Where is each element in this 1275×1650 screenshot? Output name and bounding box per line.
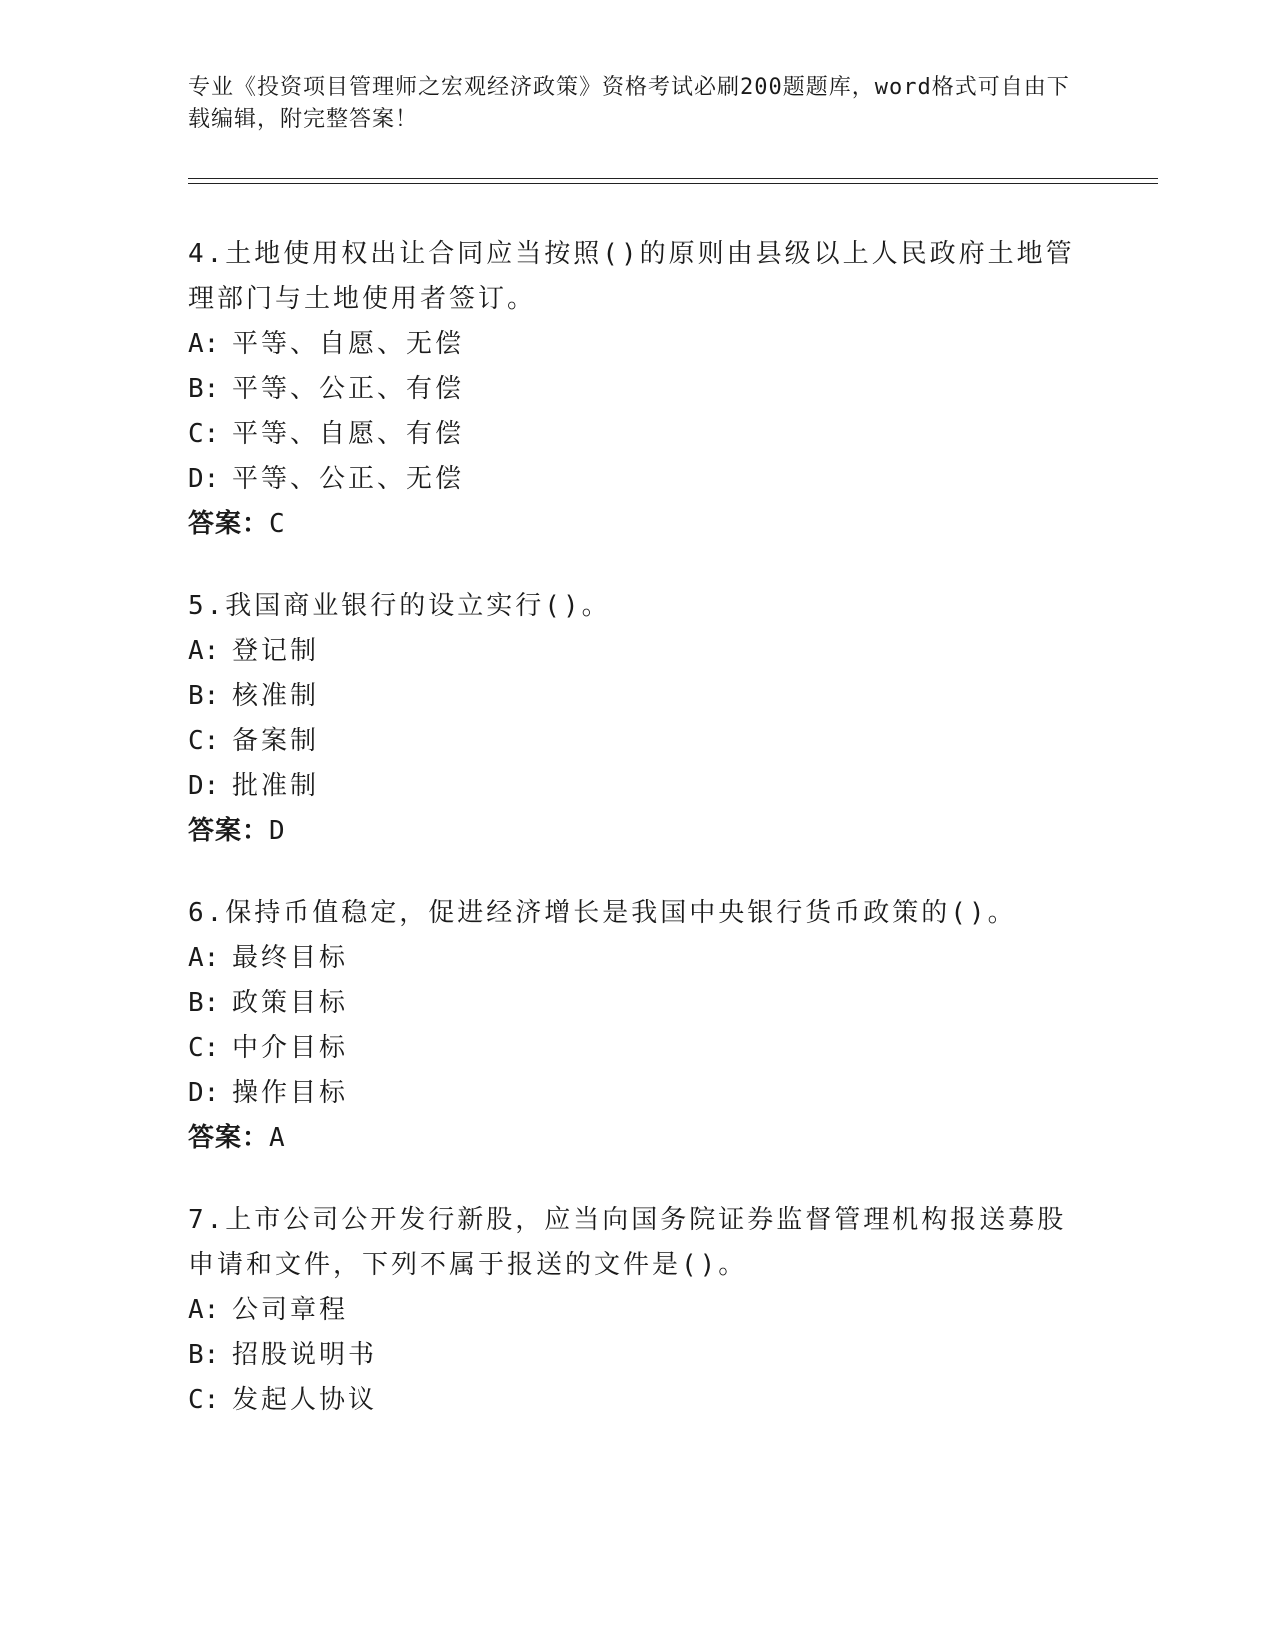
option-b: [188, 674, 1078, 719]
answer-value: A: [269, 1123, 286, 1153]
option-key: D:: [188, 1078, 220, 1108]
option-b: [188, 981, 1078, 1026]
option-key: A:: [188, 943, 220, 973]
option-text: 发起人协议: [232, 1385, 378, 1415]
option-text: 公司章程: [232, 1295, 349, 1325]
option-key: D:: [188, 464, 220, 494]
option-key: C:: [188, 726, 220, 756]
question-stem: 7.上市公司公开发行新股，应当向国务院证券监督管理机构报送募股申请和文件，下列不属于报送的文件是()。: [188, 1205, 1067, 1280]
option-key: A:: [188, 636, 220, 666]
option-key: B:: [188, 374, 220, 404]
option-a: [188, 936, 1078, 981]
question-5: [188, 584, 1078, 854]
header-divider-top: [188, 178, 1158, 179]
option-c: [188, 412, 1078, 457]
answer-line: [188, 502, 1078, 547]
option-key: A:: [188, 329, 220, 359]
option-d: [188, 764, 1078, 809]
header-divider-bottom: [188, 183, 1158, 184]
option-text: 招股说明书: [232, 1340, 378, 1370]
option-key: C:: [188, 1033, 220, 1063]
answer-value: C: [269, 509, 286, 539]
option-text: 政策目标: [232, 988, 349, 1018]
option-key: B:: [188, 988, 220, 1018]
option-text: 中介目标: [232, 1033, 349, 1063]
question-stem: 6.保持币值稳定，促进经济增长是我国中央银行货币政策的()。: [188, 898, 1017, 928]
option-text: 核准制: [232, 681, 320, 711]
option-text: 平等、公正、无偿: [232, 464, 465, 494]
option-text: 平等、公正、有偿: [232, 374, 465, 404]
option-b: [188, 367, 1078, 412]
option-key: A:: [188, 1295, 220, 1325]
option-key: C:: [188, 419, 220, 449]
answer-label: 答案：: [188, 1123, 270, 1153]
option-a: [188, 1288, 1078, 1333]
option-key: B:: [188, 681, 220, 711]
question-4: [188, 232, 1078, 547]
option-b: [188, 1333, 1078, 1378]
option-text: 操作目标: [232, 1078, 349, 1108]
option-a: [188, 629, 1078, 674]
option-key: C:: [188, 1385, 220, 1415]
option-key: B:: [188, 1340, 220, 1370]
option-c: [188, 719, 1078, 764]
document-header: 专业《投资项目管理师之宏观经济政策》资格考试必刷200题题库，word格式可自由下载编辑，附完整答案！: [188, 75, 1070, 132]
answer-label: 答案：: [188, 816, 270, 846]
option-c: [188, 1378, 1078, 1423]
answer-line: [188, 809, 1078, 854]
option-key: D:: [188, 771, 220, 801]
option-text: 备案制: [232, 726, 320, 756]
question-6: [188, 891, 1078, 1161]
option-c: [188, 1026, 1078, 1071]
question-stem: 5.我国商业银行的设立实行()。: [188, 591, 611, 621]
option-text: 平等、自愿、无偿: [232, 329, 465, 359]
question-7: [188, 1198, 1078, 1423]
option-a: [188, 322, 1078, 367]
question-stem: 4.土地使用权出让合同应当按照()的原则由县级以上人民政府土地管理部门与土地使用者签订。: [188, 239, 1075, 314]
answer-value: D: [269, 816, 286, 846]
option-text: 最终目标: [232, 943, 349, 973]
option-text: 平等、自愿、有偿: [232, 419, 465, 449]
option-d: [188, 457, 1078, 502]
option-d: [188, 1071, 1078, 1116]
question-list: [188, 232, 1078, 1460]
option-text: 批准制: [232, 771, 320, 801]
answer-label: 答案：: [188, 509, 270, 539]
option-text: 登记制: [232, 636, 320, 666]
answer-line: [188, 1116, 1078, 1161]
